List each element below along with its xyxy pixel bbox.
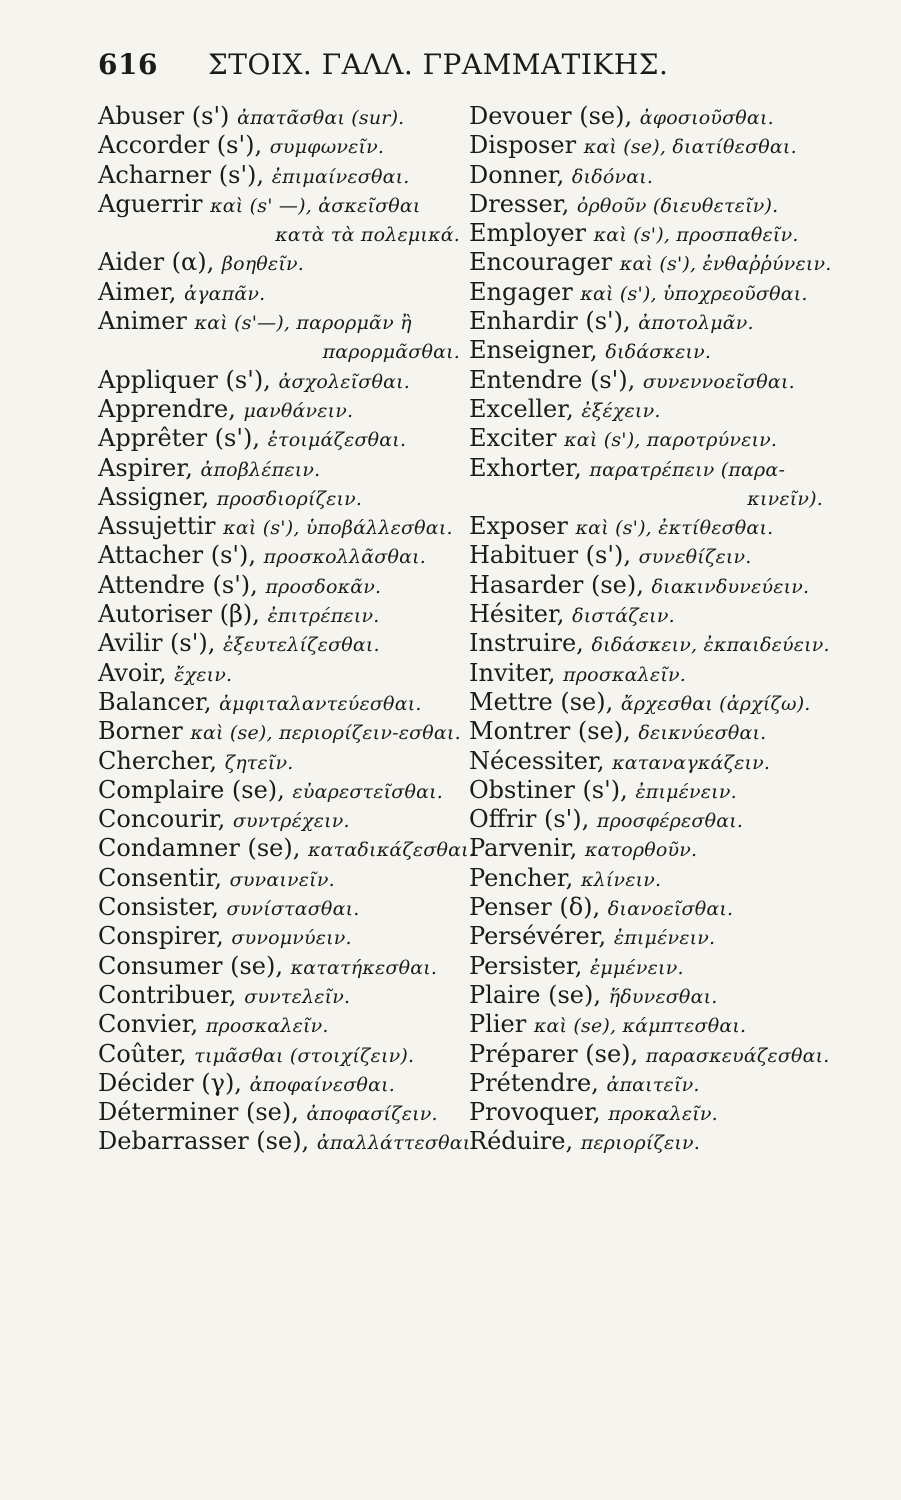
french-verb: Assigner, <box>98 482 210 511</box>
dictionary-entry <box>469 219 869 248</box>
french-verb: Appliquer (s'), <box>98 365 271 394</box>
french-verb: Donner, <box>469 160 565 189</box>
french-verb: Attendre (s'), <box>98 570 258 599</box>
greek-translation: ἀσχολεῖσθαι. <box>278 370 411 393</box>
dictionary-entry <box>469 1069 869 1098</box>
dictionary-entry <box>469 366 869 395</box>
greek-translation: καὶ (s'), ὑποβάλλεσθαι. <box>223 517 453 540</box>
french-verb: Attacher (s'), <box>98 541 256 570</box>
dictionary-entry <box>469 629 869 658</box>
french-verb: Avilir (s'), <box>98 629 216 658</box>
french-verb: Condamner (se), <box>98 834 301 863</box>
french-verb: Dresser, <box>469 189 570 218</box>
dictionary-entry <box>469 747 869 776</box>
french-verb: Instruire, <box>469 629 584 658</box>
dictionary-entry <box>98 161 468 190</box>
dictionary-entry <box>469 1010 869 1039</box>
french-verb: Nécessiter, <box>469 746 605 775</box>
greek-translation: ἀμφιταλαντεύεσθαι. <box>219 692 422 715</box>
french-verb: Préparer (se), <box>469 1039 639 1068</box>
left-column <box>98 102 477 1157</box>
french-verb: Aspirer, <box>98 453 193 482</box>
greek-translation: ἐμμένειν. <box>590 956 684 979</box>
french-verb: Réduire, <box>469 1127 574 1156</box>
dictionary-entry <box>98 776 468 805</box>
french-verb: Consumer (se), <box>98 951 283 980</box>
french-verb: Pencher, <box>469 863 574 892</box>
greek-translation: ἄρχεσθαι (ἀρχίζω). <box>620 692 811 715</box>
greek-translation: καὶ (se), διατίθεσθαι. <box>583 136 797 159</box>
greek-translation: ἔχειν. <box>174 663 233 686</box>
dictionary-entry <box>98 190 468 219</box>
dictionary-entry <box>469 512 869 541</box>
dictionary-entry <box>98 541 468 570</box>
french-verb: Provoquer, <box>469 1098 601 1127</box>
dictionary-entry <box>98 219 468 248</box>
greek-translation: καὶ (s'), προσπαθεῖν. <box>593 224 799 247</box>
dictionary-entry <box>98 483 468 512</box>
dictionary-entry <box>469 395 869 424</box>
dictionary-entry <box>98 747 468 776</box>
greek-translation: προκαλεῖν. <box>608 1103 718 1126</box>
french-verb: Borner <box>98 717 183 746</box>
greek-translation: ἀποτολμᾶν. <box>638 312 754 335</box>
greek-translation: καὶ (s'), παροτρύνειν. <box>564 429 778 452</box>
french-verb: Chercher, <box>98 746 218 775</box>
dictionary-entry <box>469 952 869 981</box>
greek-translation: προσφέρεσθαι. <box>596 810 744 833</box>
greek-translation: διστάζειν. <box>572 605 675 628</box>
french-verb: Complaire (se), <box>98 775 285 804</box>
french-verb: Parvenir, <box>469 834 578 863</box>
french-verb: Aider (α), <box>98 248 215 277</box>
dictionary-entry <box>98 1127 477 1156</box>
greek-translation: ἐξέχειν. <box>581 399 661 422</box>
greek-translation: προσκαλεῖν. <box>205 1015 329 1038</box>
dictionary-entry <box>98 864 468 893</box>
dictionary-entry <box>98 1040 468 1069</box>
page-number: 616 <box>98 48 158 81</box>
greek-translation: παρατρέπειν (παρα- <box>589 458 786 481</box>
french-verb: Mettre (se), <box>469 687 614 716</box>
dictionary-entry <box>469 805 869 834</box>
french-verb: Contribuer, <box>98 980 237 1009</box>
greek-translation: κατατήκεσθαι. <box>290 956 438 979</box>
greek-translation: συντελεῖν. <box>244 985 351 1008</box>
greek-translation: τιμᾶσθαι (στοιχίζειν). <box>194 1044 415 1067</box>
greek-translation: καὶ (se), περιορίζειν-εσθαι. <box>190 722 461 745</box>
greek-translation: διδάσκειν. <box>605 341 712 364</box>
dictionary-entry <box>469 424 869 453</box>
greek-translation: συμφωνεῖν. <box>269 136 385 159</box>
dictionary-entry <box>469 131 869 160</box>
greek-translation: παρορμᾶσθαι. <box>322 341 460 364</box>
dictionary-entry <box>469 571 869 600</box>
greek-translation: περιορίζειν. <box>580 1132 701 1155</box>
french-verb: Décider (γ), <box>98 1068 242 1097</box>
greek-translation: ἑτοιμάζεσθαι. <box>267 429 407 452</box>
dictionary-entry <box>469 336 869 365</box>
dictionary-entry <box>98 102 468 131</box>
dictionary-entry <box>98 717 468 746</box>
french-verb: Obstiner (s'), <box>469 775 628 804</box>
greek-translation: καὶ (s'), ἐνθαῤῥύνειν. <box>619 253 832 276</box>
french-verb: Assujettir <box>98 512 216 541</box>
french-verb: Exciter <box>469 424 557 453</box>
french-verb: Apprêter (s'), <box>98 424 260 453</box>
french-verb: Enseigner, <box>469 336 598 365</box>
greek-translation: καταναγκάζειν. <box>612 751 771 774</box>
greek-translation: ἀπαιτεῖν. <box>606 1073 700 1096</box>
dictionary-entry <box>469 102 869 131</box>
greek-translation: δεικνύεσθαι. <box>638 722 767 745</box>
french-verb: Animer <box>98 307 187 336</box>
dictionary-entry <box>98 395 468 424</box>
greek-translation: διανοεῖσθαι. <box>607 898 734 921</box>
french-verb: Devouer (se), <box>469 102 633 130</box>
dictionary-entry <box>98 834 476 863</box>
greek-translation: ἥδυνεσθαι. <box>608 985 718 1008</box>
dictionary-entry <box>98 805 468 834</box>
dictionary-entry <box>98 688 468 717</box>
greek-translation: συντρέχειν. <box>232 810 350 833</box>
dictionary-entry <box>98 424 468 453</box>
dictionary-entry <box>469 688 869 717</box>
french-verb: Offrir (s'), <box>469 805 590 834</box>
french-verb: Plier <box>469 1010 527 1039</box>
dictionary-entry <box>469 1040 869 1069</box>
dictionary-entry <box>469 893 869 922</box>
dictionary-entry <box>98 131 468 160</box>
french-verb: Aguerrir <box>98 189 203 218</box>
french-verb: Avoir, <box>98 658 167 687</box>
french-verb: Entendre (s'), <box>469 365 636 394</box>
greek-translation: ἀγαπᾶν. <box>184 282 266 305</box>
french-verb: Abuser (s') <box>98 102 230 130</box>
greek-translation: βοηθεῖν. <box>221 253 304 276</box>
dictionary-entry <box>469 1127 869 1156</box>
dictionary-entry <box>98 366 468 395</box>
french-verb: Hésiter, <box>469 600 565 629</box>
dictionary-entry <box>98 629 468 658</box>
french-verb: Enhardir (s'), <box>469 307 631 336</box>
dictionary-entry <box>98 248 468 277</box>
greek-translation: παρασκευάζεσθαι. <box>645 1044 830 1067</box>
greek-translation: ὀρθοῦν (διευθετεῖν). <box>576 194 779 217</box>
dictionary-entry <box>98 1069 468 1098</box>
greek-translation: καὶ (s' —), ἀσκεῖσθαι <box>210 194 421 217</box>
french-verb: Penser (δ), <box>469 893 601 922</box>
french-verb: Apprendre, <box>98 394 236 423</box>
greek-translation: ἀπατᾶσθαι (sur). <box>237 107 405 129</box>
french-verb: Montrer (se), <box>469 717 631 746</box>
dictionary-entry <box>98 981 468 1010</box>
french-verb: Exceller, <box>469 394 574 423</box>
greek-translation: ἀπαλλάττεσθαι. <box>316 1132 477 1155</box>
running-title: ΣΤΟΙΧ. ΓΑΛΛ. ΓΡΑΜΜΑΤΙΚΗΣ. <box>208 48 669 81</box>
french-verb: Consister, <box>98 893 219 922</box>
greek-translation: κινεῖν). <box>747 487 823 510</box>
greek-translation: κατορθοῦν. <box>584 839 698 862</box>
greek-translation: ἐπιμαίνεσθαι. <box>271 165 410 188</box>
greek-translation: ἀποβλέπειν. <box>200 458 321 481</box>
french-verb: Conspirer, <box>98 922 224 951</box>
french-verb: Persister, <box>469 951 583 980</box>
dictionary-entry <box>469 834 869 863</box>
french-verb: Coûter, <box>98 1039 187 1068</box>
greek-translation: ἀφοσιοῦσθαι. <box>639 107 774 129</box>
french-verb: Exposer <box>469 512 568 541</box>
dictionary-entry <box>98 278 468 307</box>
greek-translation: καὶ (s'), ὑποχρεοῦσθαι. <box>580 282 808 305</box>
french-verb: Autoriser (β), <box>98 600 260 629</box>
dictionary-entry <box>469 981 869 1010</box>
french-verb: Employer <box>469 219 586 248</box>
greek-translation: καταδικάζεσθαι. <box>307 839 476 862</box>
dictionary-entry <box>469 600 869 629</box>
french-verb: Hasarder (se), <box>469 570 644 599</box>
greek-translation: ἐξευτελίζεσθαι. <box>222 634 380 657</box>
greek-translation: ἐπιτρέπειν. <box>267 605 380 628</box>
greek-translation: ἐπιμένειν. <box>613 927 716 950</box>
greek-translation: ζητεῖν. <box>224 751 294 774</box>
greek-translation: καὶ (se), κάμπτεσθαι. <box>533 1015 747 1038</box>
greek-translation: συνεννοεῖσθαι. <box>642 370 795 393</box>
french-verb: Persévérer, <box>469 922 607 951</box>
greek-translation: κατὰ τὰ πολεμικά. <box>275 224 460 247</box>
dictionary-entry <box>469 659 869 688</box>
dictionary-entry <box>98 1098 468 1127</box>
french-verb: Disposer <box>469 131 577 160</box>
french-verb: Prétendre, <box>469 1068 599 1097</box>
dictionary-entry <box>469 307 869 336</box>
greek-translation: κλίνειν. <box>580 868 662 891</box>
dictionary-entry <box>469 190 869 219</box>
dictionary-entry <box>469 717 869 746</box>
french-verb: Plaire (se), <box>469 980 601 1009</box>
greek-translation: προσδοκᾶν. <box>265 575 382 598</box>
dictionary-entry <box>98 893 468 922</box>
dictionary-entry <box>98 600 468 629</box>
greek-translation: συναινεῖν. <box>229 868 335 891</box>
greek-translation: συνεθίζειν. <box>638 546 752 569</box>
french-verb: Balancer, <box>98 687 212 716</box>
dictionary-entry <box>98 1010 468 1039</box>
french-verb: Aimer, <box>98 277 177 306</box>
dictionary-entry <box>98 571 468 600</box>
greek-translation: προσδιορίζειν. <box>216 487 363 510</box>
french-verb: Concourir, <box>98 805 226 834</box>
dictionary-entry <box>469 483 869 512</box>
dictionary-entry <box>98 454 468 483</box>
greek-translation: καὶ (s'—), παρορμᾶν ἢ <box>194 312 412 335</box>
french-verb: Inviter, <box>469 658 556 687</box>
dictionary-entry <box>469 454 869 483</box>
greek-translation: προσκολλᾶσθαι. <box>263 546 427 569</box>
greek-translation: συνομνύειν. <box>231 927 352 950</box>
french-verb: Debarrasser (se), <box>98 1127 310 1156</box>
dictionary-entry <box>469 541 869 570</box>
greek-translation: ἀποφαίνεσθαι. <box>249 1073 395 1096</box>
dictionary-entry <box>469 161 869 190</box>
dictionary-entry <box>98 922 468 951</box>
greek-translation: εὐαρεστεῖσθαι. <box>292 780 444 803</box>
french-verb: Accorder (s'), <box>98 131 263 160</box>
french-verb: Engager <box>469 277 573 306</box>
dictionary-entry <box>469 248 869 277</box>
greek-translation: διδόναι. <box>571 165 654 188</box>
greek-translation: ἀποφασίζειν. <box>306 1103 438 1126</box>
dictionary-entry <box>469 864 869 893</box>
french-verb: Convier, <box>98 1010 199 1039</box>
dictionary-entry <box>469 776 869 805</box>
dictionary-entry <box>469 278 869 307</box>
dictionary-entry <box>98 952 468 981</box>
greek-translation: συνίστασθαι. <box>226 898 360 921</box>
dictionary-entry <box>98 336 468 365</box>
french-verb: Consentir, <box>98 863 223 892</box>
greek-translation: καὶ (s'), ἐκτίθεσθαι. <box>575 517 774 540</box>
dictionary-entry <box>469 922 869 951</box>
dictionary-entry <box>98 512 468 541</box>
greek-translation: διδάσκειν, ἐκπαιδεύειν. <box>591 634 830 657</box>
dictionary-entry <box>469 1098 869 1127</box>
french-verb: Exhorter, <box>469 453 582 482</box>
greek-translation: διακινδυνεύειν. <box>651 575 810 598</box>
greek-translation: προσκαλεῖν. <box>563 663 686 686</box>
right-column <box>469 102 869 1157</box>
greek-translation: ἐπιμένειν. <box>635 780 737 803</box>
dictionary-entry <box>98 307 468 336</box>
french-verb: Habituer (s'), <box>469 541 631 570</box>
greek-translation: μανθάνειν. <box>243 399 354 422</box>
french-verb: Acharner (s'), <box>98 160 265 189</box>
dictionary-entry <box>98 659 468 688</box>
french-verb: Déterminer (se), <box>98 1098 299 1127</box>
french-verb: Encourager <box>469 248 613 277</box>
